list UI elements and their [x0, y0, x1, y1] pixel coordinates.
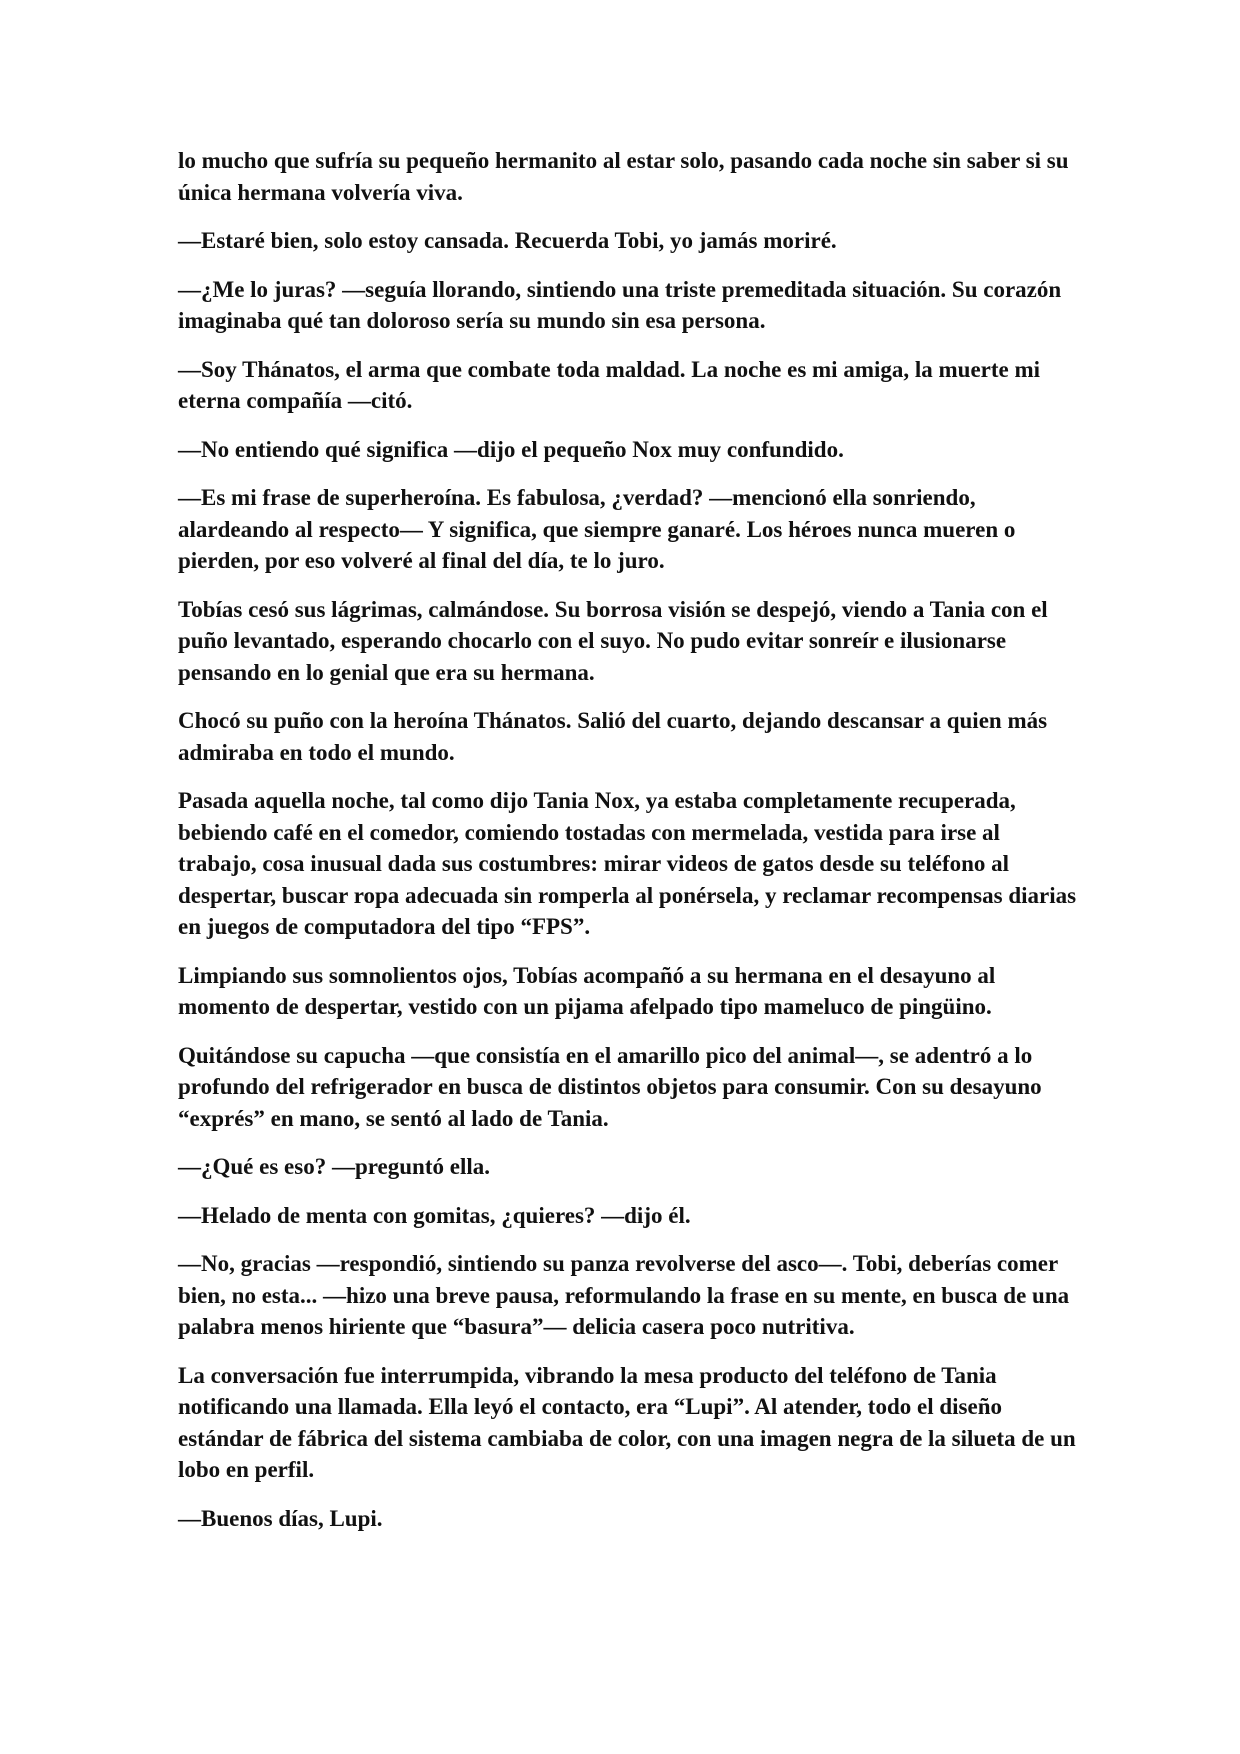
- paragraph: —¿Qué es eso? —preguntó ella.: [178, 1154, 490, 1179]
- paragraph: Limpiando sus somnolientos ojos, Tobías acompañó a su hermana en el desayuno al momento de despertar, vestido con un pijama afelpado tipo mameluco de pingüino.: [178, 962, 996, 1019]
- paragraph: La conversación fue interrumpida, vibrando la mesa producto del teléfono de Tania notificando una llamada. Ella leyó el contacto, era “Lupi”. Al atender, todo el diseño estándar de fábrica del sistema cambiaba de color, con una imagen negra de la silueta de un lobo en perfil.: [178, 1362, 1076, 1482]
- paragraph: —Buenos días, Lupi.: [178, 1505, 383, 1531]
- paragraph: —No entiendo qué significa —dijo el pequeño Nox muy confundido.: [178, 436, 844, 462]
- paragraph: —Soy Thánatos, el arma que combate toda maldad. La noche es mi amiga, la muerte mi eterna compañía —citó.: [178, 356, 1041, 413]
- paragraph: —¿Me lo juras? —seguía llorando, sintiendo una triste premeditada situación. Su corazón imaginaba qué tan doloroso sería su mundo sin esa persona.: [178, 276, 1062, 333]
- paragraph: —Helado de menta con gomitas, ¿quieres? —dijo él.: [178, 1202, 691, 1228]
- paragraph: lo mucho que sufría su pequeño hermanito al estar solo, pasando cada noche sin saber si su única hermana volvería viva.: [178, 148, 1069, 205]
- paragraph: —Es mi frase de superheroína. Es fabulosa, ¿verdad? —mencionó ella sonriendo, alardeando al respecto— Y significa, que siempre ganaré. Los héroes nunca mueren o pierden, por eso volveré al final del día, te lo juro.: [178, 485, 1016, 573]
- paragraph: Quitándose su capucha —que consistía en el amarillo pico del animal—, se adentró a lo profundo del refrigerador en busca de distintos objetos para consumir. Con su desayuno “exprés” en mano, se sentó al lado de Tania.: [178, 1042, 1042, 1131]
- paragraph: Chocó su puño con la heroína Thánatos. Salió del cuarto, dejando descansar a quien más admiraba en todo el mundo.: [178, 708, 1048, 765]
- paragraph: —Estaré bien, solo estoy cansada. Recuerda Tobi, yo jamás moriré.: [178, 228, 837, 253]
- paragraph: Tobías cesó sus lágrimas, calmándose. Su borrosa visión se despejó, viendo a Tania con el puño levantado, esperando chocarlo con el suyo. No pudo evitar sonreír e ilusionarse pensando en lo genial que era su hermana.: [178, 596, 1048, 685]
- paragraph: —No, gracias —respondió, sintiendo su panza revolverse del asco—. Tobi, deberías comer bien, no esta... —hizo una breve pausa, reformulando la frase en su mente, en busca de una palabra menos hiriente que “basura”— delicia casera poco nutritiva.: [178, 1251, 1070, 1339]
- document-page: [178, 145, 1078, 1551]
- paragraph: Pasada aquella noche, tal como dijo Tania Nox, ya estaba completamente recuperada, bebiendo café en el comedor, comiendo tostadas con mermelada, vestida para irse al trabajo, cosa inusual dada sus costumbres: mirar videos de gatos desde su teléfono al despertar, buscar ropa adecuada sin romperla al ponérsela, y reclamar recompensas diarias en juegos de computadora del tipo “FPS”.: [178, 788, 1077, 939]
